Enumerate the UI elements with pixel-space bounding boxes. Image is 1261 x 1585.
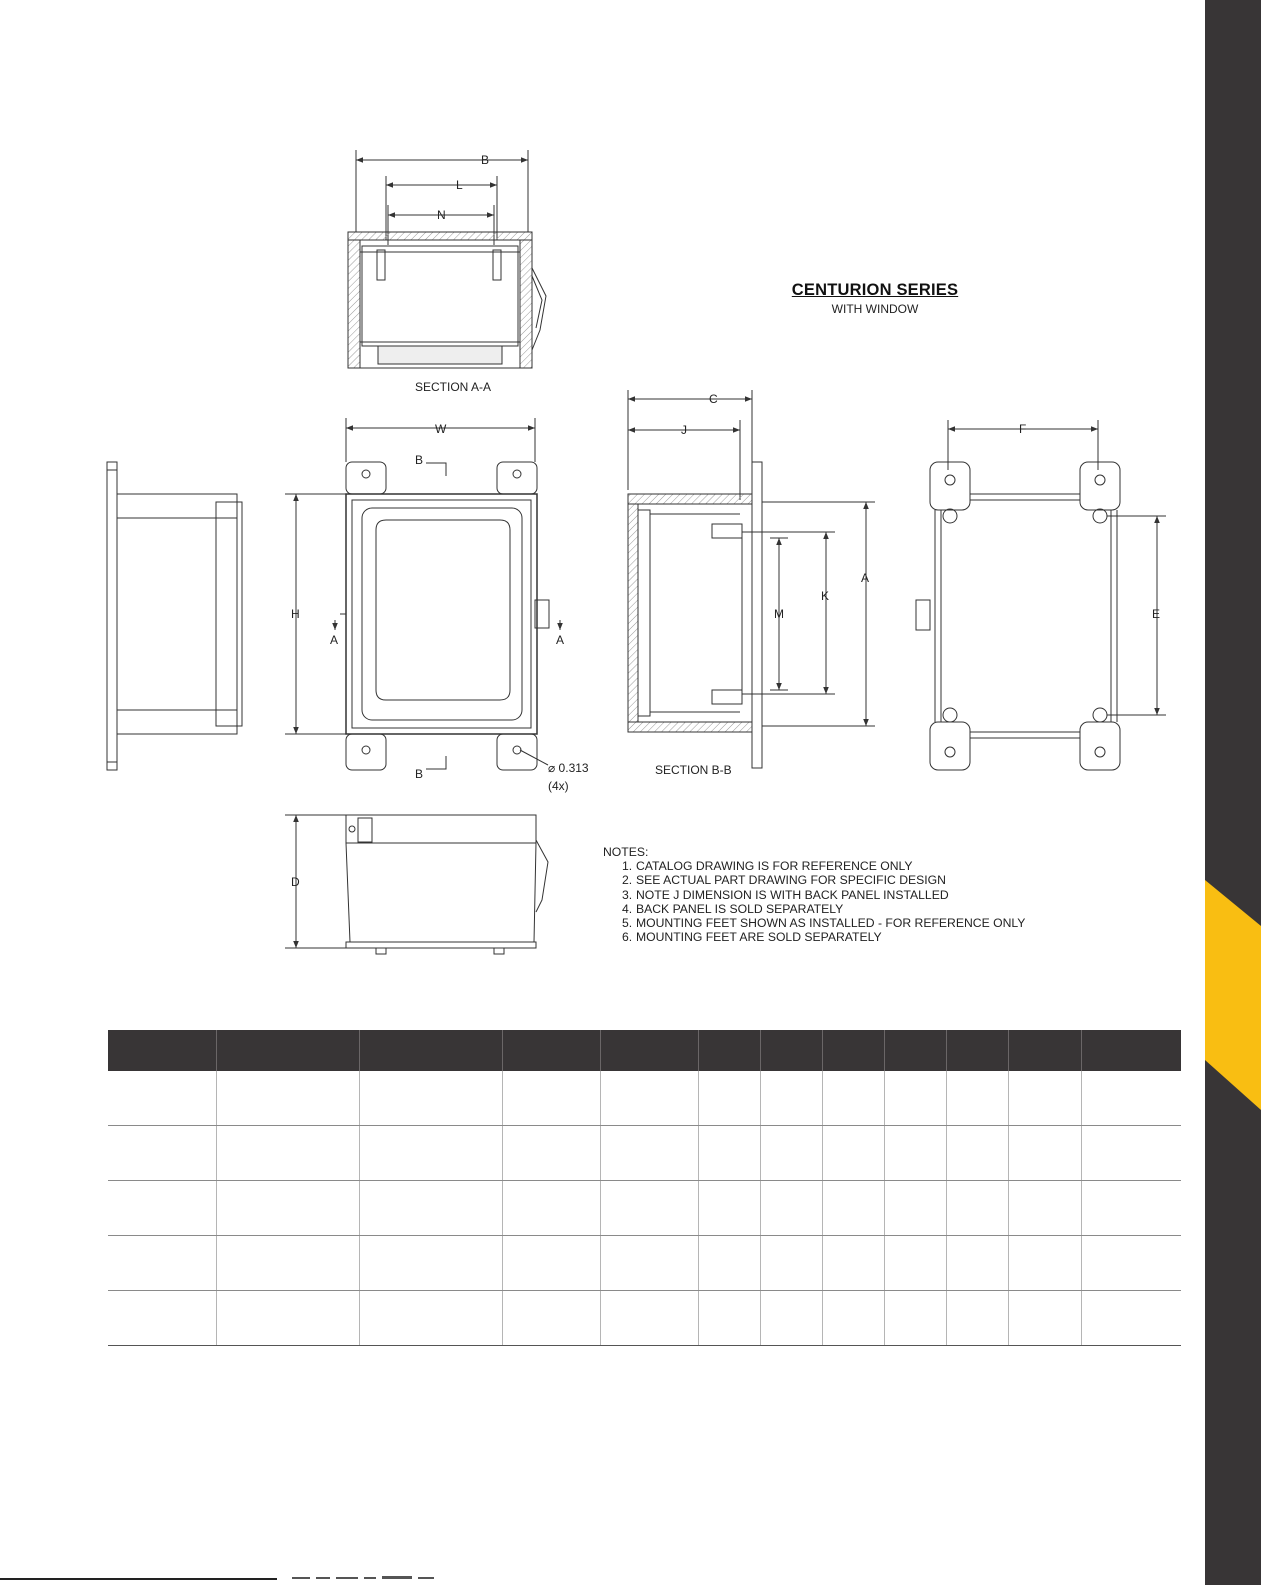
table-header-cell: [1081, 1030, 1181, 1071]
dim-h-label: H: [291, 607, 300, 621]
note-item: 4. BACK PANEL IS SOLD SEPARATELY: [622, 901, 844, 916]
dim-l-label: L: [456, 178, 463, 192]
section-aa-label: SECTION A-A: [415, 380, 492, 394]
dim-m-label: M: [774, 607, 784, 621]
side-view-left: [107, 462, 242, 770]
hole-qty-label: (4x): [548, 779, 569, 793]
note-item: 5. MOUNTING FEET SHOWN AS INSTALLED - FOR REFERENCE ONLY: [622, 916, 1026, 931]
note-item: 2. SEE ACTUAL PART DRAWING FOR SPECIFIC DESIGN: [622, 873, 946, 888]
table-header-cell: [1008, 1030, 1081, 1071]
dim-d-label: D: [291, 875, 300, 889]
cut-a-left-label: A: [330, 633, 339, 647]
table-header-cell: [600, 1030, 698, 1071]
dim-a-label: A: [861, 571, 870, 585]
table-row: [108, 1236, 1181, 1291]
notes-list: [603, 859, 1025, 944]
section-bb-label: SECTION B-B: [655, 763, 732, 777]
table-header-cell: [108, 1030, 216, 1071]
hole-size-label: ⌀ 0.313: [548, 761, 589, 775]
table-header-cell: [884, 1030, 946, 1071]
notes-heading: NOTES:: [603, 845, 649, 859]
front-view: [285, 418, 560, 770]
note-item: 6. MOUNTING FEET ARE SOLD SEPARATELY: [622, 930, 882, 945]
table-header-cell: [698, 1030, 760, 1071]
footer-rule: [0, 1578, 277, 1580]
section-aa-view: [348, 150, 546, 368]
series-title: CENTURION SERIES: [791, 281, 959, 299]
dim-e-label: E: [1152, 607, 1161, 621]
dim-w-label: W: [435, 422, 447, 436]
table-row: [108, 1291, 1181, 1346]
cut-b-top-label: B: [415, 453, 424, 467]
table-header-cell: [502, 1030, 600, 1071]
dim-n-label: N: [437, 208, 446, 222]
table-row: [108, 1126, 1181, 1181]
note-item: 1. CATALOG DRAWING IS FOR REFERENCE ONLY: [622, 859, 913, 874]
dim-b-label: B: [481, 153, 490, 167]
table-header-cell: [822, 1030, 884, 1071]
cut-b-bottom-label: B: [415, 767, 424, 781]
dim-k-label: K: [821, 589, 830, 603]
dim-c-label: C: [709, 392, 718, 406]
table-header-cell: [946, 1030, 1008, 1071]
table-row: [108, 1071, 1181, 1126]
dim-f-label: F: [1019, 422, 1027, 436]
table-header-cell: [760, 1030, 822, 1071]
table-row: [108, 1181, 1181, 1236]
footer-text-fragment: [292, 1574, 437, 1580]
cut-a-right-label: A: [556, 633, 565, 647]
back-view: [916, 420, 1166, 770]
table-header-cell: [216, 1030, 359, 1071]
bottom-view: [285, 815, 548, 954]
section-bb-view: [628, 390, 875, 768]
spec-table: [108, 1030, 1181, 1346]
series-subtitle: WITH WINDOW: [831, 302, 919, 316]
dim-j-label: J: [681, 423, 687, 437]
yellow-accent-chevron: [1205, 880, 1261, 1110]
title-block: [760, 281, 990, 316]
table-header-row: [108, 1030, 1181, 1071]
notes-block: [603, 845, 1025, 944]
note-item: 3. NOTE J DIMENSION IS WITH BACK PANEL INSTALLED: [622, 887, 949, 902]
right-sidebar-bar: [1205, 0, 1261, 1585]
table-header-cell: [359, 1030, 502, 1071]
